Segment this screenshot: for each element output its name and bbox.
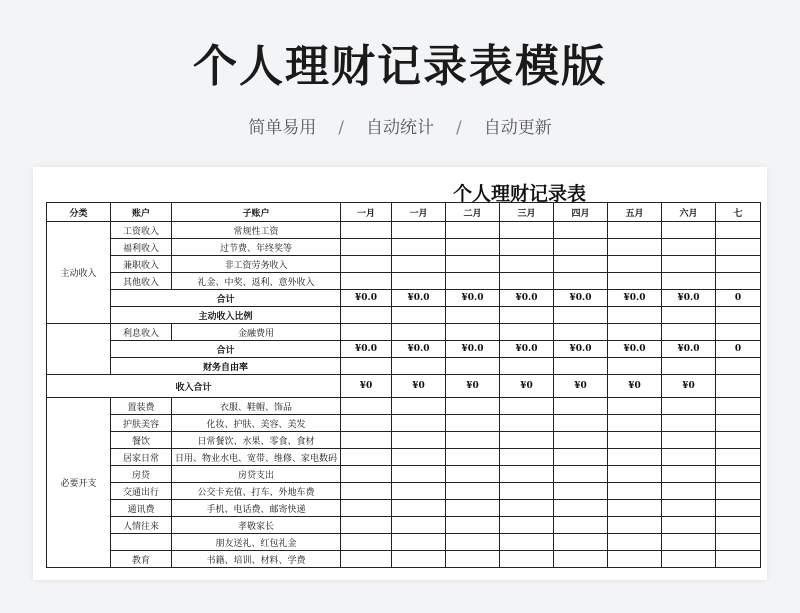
month-cell[interactable] [554,324,608,341]
month-cell[interactable] [716,307,761,324]
month-cell[interactable] [662,415,716,432]
subaccount-cell: 房贷支出 [172,466,341,483]
income-total-value: ¥0 [662,375,716,398]
subaccount-cell: 公交卡充值、打车、外地车费 [172,483,341,500]
account-cell: 置装费 [111,398,172,415]
month-cell[interactable] [500,551,554,568]
table-row [47,222,761,239]
month-cell[interactable] [341,432,392,449]
month-cell[interactable] [716,358,761,375]
month-cell[interactable] [500,222,554,239]
table-row [47,307,761,324]
month-cell[interactable] [392,222,446,239]
month-cell[interactable] [500,307,554,324]
subaccount-cell: 日用、物业水电、宽带、维修、家电数码 [172,449,341,466]
subtotal-value: ¥0.0 [500,290,554,307]
month-cell[interactable] [500,466,554,483]
ratio-label: 主动收入比例 [111,307,341,324]
month-cell[interactable] [716,466,761,483]
category-cell: 主动收入 [47,222,111,324]
table-row [47,500,761,517]
account-cell: 其他收入 [111,273,172,290]
account-cell: 福利收入 [111,239,172,256]
month-cell[interactable] [446,273,500,290]
month-cell[interactable] [446,449,500,466]
month-cell[interactable] [608,551,662,568]
month-cell[interactable] [662,239,716,256]
month-cell[interactable] [392,432,446,449]
month-cell[interactable] [341,500,392,517]
month-cell[interactable] [341,534,392,551]
tagline-item-update: 自动更新 [483,118,552,138]
month-cell[interactable] [554,415,608,432]
month-cell[interactable] [608,449,662,466]
month-cell[interactable] [392,239,446,256]
month-cell[interactable] [608,432,662,449]
month-cell[interactable] [716,273,761,290]
income-total-value: ¥0 [341,375,392,398]
month-cell[interactable] [341,483,392,500]
subtotal-value: ¥0.0 [446,290,500,307]
month-cell[interactable] [392,256,446,273]
month-cell[interactable] [341,466,392,483]
column-header: 七 [716,203,761,222]
month-cell[interactable] [662,222,716,239]
subaccount-cell: 孝敬家长 [172,517,341,534]
month-cell[interactable] [341,415,392,432]
month-cell[interactable] [341,307,392,324]
subtotal-value: ¥0.0 [446,341,500,358]
column-header: 分类 [47,203,111,222]
month-cell[interactable] [608,415,662,432]
table-row [47,273,761,290]
income-total-label: 收入合计 [47,375,341,398]
month-cell[interactable] [608,534,662,551]
subtotal-value: 0 [716,341,761,358]
month-cell[interactable] [500,500,554,517]
month-cell[interactable] [446,307,500,324]
month-cell[interactable] [608,239,662,256]
month-cell[interactable] [341,222,392,239]
account-cell: 通讯费 [111,500,172,517]
month-cell[interactable] [500,358,554,375]
subaccount-cell: 手机、电话费、邮寄快递 [172,500,341,517]
account-cell: 人情往来 [111,517,172,534]
table-row [47,449,761,466]
month-cell[interactable] [392,551,446,568]
month-cell[interactable] [554,239,608,256]
month-cell[interactable] [446,432,500,449]
month-cell[interactable] [716,432,761,449]
month-cell[interactable] [341,398,392,415]
month-cell[interactable] [392,449,446,466]
finance-table [46,202,761,568]
month-cell[interactable] [392,273,446,290]
account-cell: 居家日常 [111,449,172,466]
tagline-item-easy: 简单易用 [248,118,317,138]
month-cell[interactable] [500,398,554,415]
month-cell[interactable] [716,415,761,432]
month-cell[interactable] [554,222,608,239]
month-cell[interactable] [716,551,761,568]
subtotal-value: ¥0.0 [341,341,392,358]
month-cell[interactable] [341,358,392,375]
month-cell[interactable] [716,517,761,534]
month-cell[interactable] [554,500,608,517]
month-cell[interactable] [392,500,446,517]
month-cell[interactable] [500,449,554,466]
month-cell[interactable] [500,273,554,290]
month-cell[interactable] [716,222,761,239]
subtotal-value: ¥0.0 [554,290,608,307]
column-header: 账户 [111,203,172,222]
income-total-value: ¥0 [608,375,662,398]
table-row [47,398,761,415]
tagline-item-stats: 自动统计 [366,118,434,138]
month-cell[interactable] [341,239,392,256]
month-cell[interactable] [662,449,716,466]
month-cell[interactable] [341,551,392,568]
sheet-title: 个人理财记录表 [453,183,587,205]
subtotal-value: ¥0.0 [608,341,662,358]
month-cell[interactable] [716,500,761,517]
table-row [47,256,761,273]
subaccount-cell: 礼金、中奖、返利、意外收入 [172,273,341,290]
month-cell[interactable] [662,398,716,415]
month-cell[interactable] [500,483,554,500]
month-cell[interactable] [608,256,662,273]
month-cell[interactable] [554,358,608,375]
table-row [47,415,761,432]
subaccount-cell: 常规性工资 [172,222,341,239]
subtotal-value: 0 [716,290,761,307]
month-cell[interactable] [662,534,716,551]
column-header: 三月 [500,203,554,222]
category-cell [47,324,111,375]
month-cell[interactable] [716,483,761,500]
month-cell[interactable] [662,307,716,324]
month-cell[interactable] [716,449,761,466]
month-cell[interactable] [554,466,608,483]
month-cell[interactable] [662,256,716,273]
subtotal-value: ¥0.0 [662,290,716,307]
month-cell[interactable] [446,500,500,517]
subtotal-value: ¥0.0 [392,290,446,307]
month-cell[interactable] [446,358,500,375]
month-cell[interactable] [392,307,446,324]
month-cell[interactable] [662,483,716,500]
month-cell[interactable] [554,398,608,415]
subaccount-cell: 日常餐饮、水果、零食、食材 [172,432,341,449]
month-cell[interactable] [392,358,446,375]
month-cell[interactable] [446,415,500,432]
month-cell[interactable] [446,398,500,415]
subtotal-label: 合计 [111,290,341,307]
month-cell[interactable] [392,324,446,341]
category-cell: 必要开支 [47,398,111,568]
month-cell[interactable] [608,466,662,483]
month-cell[interactable] [446,324,500,341]
month-cell[interactable] [662,324,716,341]
income-total-value [716,375,761,398]
spreadsheet-preview [33,167,767,580]
subtotal-value: ¥0.0 [554,341,608,358]
account-cell: 护肤美容 [111,415,172,432]
table-row [47,341,761,358]
column-header: 一月 [392,203,446,222]
month-cell[interactable] [554,551,608,568]
account-cell: 教育 [111,551,172,568]
month-cell[interactable] [608,358,662,375]
income-total-value: ¥0 [554,375,608,398]
month-cell[interactable] [608,483,662,500]
table-row [47,375,761,398]
month-cell[interactable] [392,517,446,534]
month-cell[interactable] [608,324,662,341]
month-cell[interactable] [662,551,716,568]
month-cell[interactable] [341,449,392,466]
table-row [47,534,761,551]
table-row [47,324,761,341]
month-cell[interactable] [662,517,716,534]
month-cell[interactable] [500,432,554,449]
month-cell[interactable] [716,324,761,341]
account-cell: 利息收入 [111,324,172,341]
month-cell[interactable] [662,500,716,517]
month-cell[interactable] [392,483,446,500]
month-cell[interactable] [500,256,554,273]
subaccount-cell: 金融费用 [172,324,341,341]
table-row [47,466,761,483]
freedom-rate-label: 财务自由率 [111,358,341,375]
income-total-value: ¥0 [500,375,554,398]
column-header: 六月 [662,203,716,222]
subtotal-value: ¥0.0 [500,341,554,358]
month-cell[interactable] [392,534,446,551]
month-cell[interactable] [554,449,608,466]
month-cell[interactable] [608,398,662,415]
income-total-value: ¥0 [446,375,500,398]
subtotal-value: ¥0.0 [392,341,446,358]
subaccount-cell: 化妆、护肤、美容、美发 [172,415,341,432]
income-total-value: ¥0 [392,375,446,398]
subaccount-cell: 非工资劳务收入 [172,256,341,273]
feature-tagline [0,113,800,138]
subaccount-cell: 衣服、鞋帽、饰品 [172,398,341,415]
month-cell[interactable] [662,466,716,483]
month-cell[interactable] [608,500,662,517]
column-header: 四月 [554,203,608,222]
month-cell[interactable] [554,483,608,500]
month-cell[interactable] [500,324,554,341]
account-cell: 兼职收入 [111,256,172,273]
table-row [47,551,761,568]
month-cell[interactable] [608,307,662,324]
month-cell[interactable] [500,239,554,256]
tagline-separator: / [338,118,344,138]
subtotal-value: ¥0.0 [608,290,662,307]
subtotal-value: ¥0.0 [341,290,392,307]
month-cell[interactable] [716,239,761,256]
month-cell[interactable] [716,534,761,551]
month-cell[interactable] [341,273,392,290]
month-cell[interactable] [392,398,446,415]
month-cell[interactable] [554,432,608,449]
month-cell[interactable] [608,222,662,239]
account-cell [111,534,172,551]
page-title: 个人理财记录表模版 [193,41,607,92]
month-cell[interactable] [500,534,554,551]
month-cell[interactable] [446,466,500,483]
account-cell: 交通出行 [111,483,172,500]
table-header-row [47,203,761,222]
column-header: 五月 [608,203,662,222]
month-cell[interactable] [341,517,392,534]
month-cell[interactable] [662,273,716,290]
month-cell[interactable] [554,534,608,551]
table-row [47,517,761,534]
table-row [47,358,761,375]
account-cell: 房贷 [111,466,172,483]
month-cell[interactable] [392,466,446,483]
account-cell: 餐饮 [111,432,172,449]
account-cell: 工资收入 [111,222,172,239]
month-cell[interactable] [341,324,392,341]
subaccount-cell: 过节费、年终奖等 [172,239,341,256]
month-cell[interactable] [500,415,554,432]
month-cell[interactable] [446,483,500,500]
month-cell[interactable] [554,256,608,273]
month-cell[interactable] [500,517,554,534]
month-cell[interactable] [446,256,500,273]
subtotal-value: ¥0.0 [662,341,716,358]
month-cell[interactable] [554,273,608,290]
column-header: 子账户 [172,203,341,222]
subaccount-cell: 书籍、培训、材料、学费 [172,551,341,568]
column-header: 一月 [341,203,392,222]
month-cell[interactable] [716,398,761,415]
month-cell[interactable] [446,239,500,256]
month-cell[interactable] [608,273,662,290]
month-cell[interactable] [446,551,500,568]
subtotal-label: 合计 [111,341,341,358]
month-cell[interactable] [554,517,608,534]
month-cell[interactable] [554,307,608,324]
month-cell[interactable] [662,358,716,375]
tagline-separator: / [456,118,462,138]
subaccount-cell: 朋友送礼、红包礼金 [172,534,341,551]
month-cell[interactable] [446,517,500,534]
month-cell[interactable] [716,256,761,273]
column-header: 二月 [446,203,500,222]
month-cell[interactable] [341,256,392,273]
month-cell[interactable] [446,222,500,239]
table-row [47,239,761,256]
month-cell[interactable] [392,415,446,432]
table-row [47,290,761,307]
table-row [47,432,761,449]
month-cell[interactable] [608,517,662,534]
month-cell[interactable] [662,432,716,449]
month-cell[interactable] [446,534,500,551]
table-row [47,483,761,500]
